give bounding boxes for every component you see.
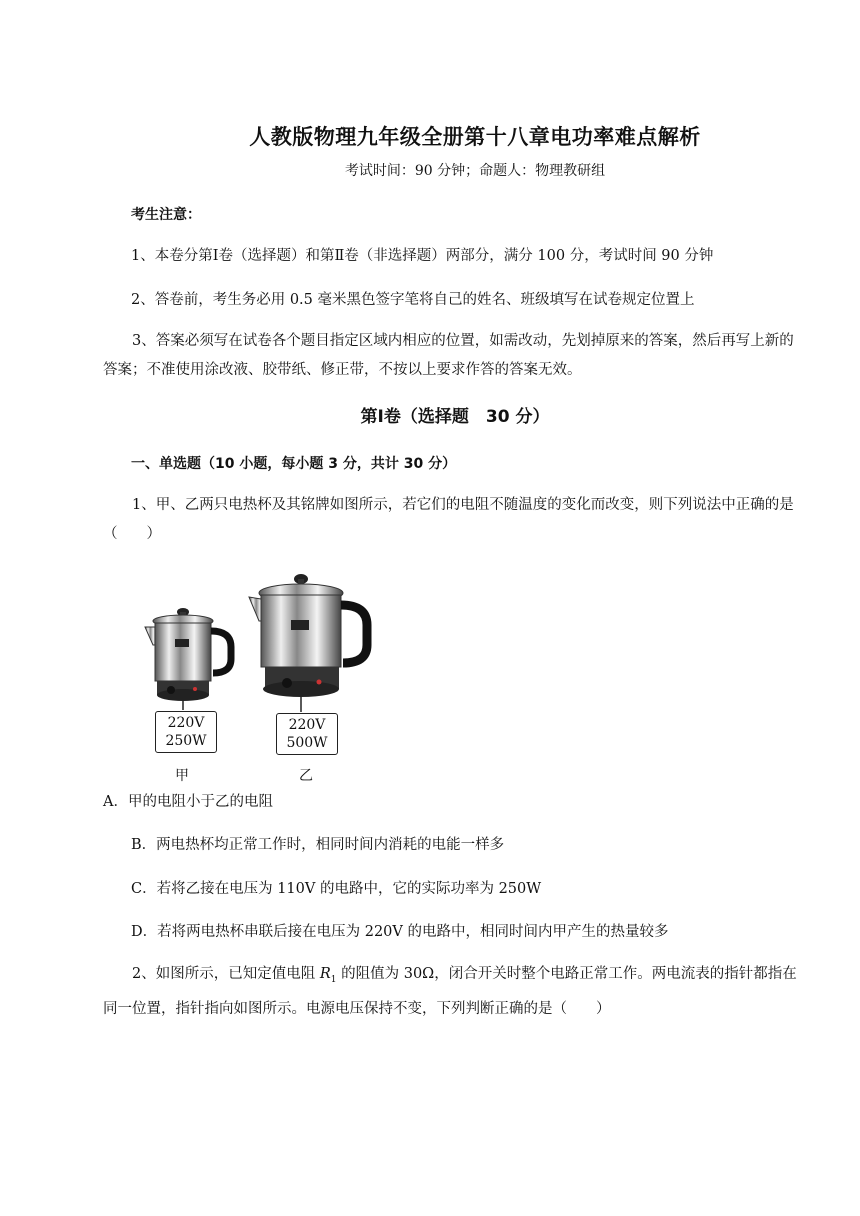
electric-cups-illustration (135, 565, 395, 790)
electric-cups-figure (135, 565, 395, 790)
notice-heading: 考生注意： (131, 207, 201, 223)
resistor-symbol: R (319, 966, 331, 982)
section-title: 第Ⅰ卷（选择题 30 分） (360, 407, 550, 427)
cup-a-nameplate (155, 711, 217, 753)
cup-b-caption: 乙 (299, 768, 313, 784)
cup-b-power: 500W (286, 735, 328, 751)
question-2-text-b: 的阻值为 30Ω，闭合开关时整个电路正常工作。两电流表的指针都指在同一位置，指针指向如图所示。电源电压保持不变，下列判断正确的是（ ） (103, 966, 797, 1017)
option-d: D．若将两电热杯串联后接在电压为 220V 的电路中，相同时间内甲产生的热量较多 (131, 924, 669, 940)
cup-a-caption: 甲 (175, 768, 189, 784)
exam-info: 考试时间：90 分钟；命题人：物理教研组 (344, 163, 606, 179)
part-heading: 一、单选题（10 小题，每小题 3 分，共计 30 分） (131, 456, 457, 472)
cup-a-power: 250W (165, 733, 207, 749)
notice-item-3 (103, 327, 803, 385)
cup-a (145, 608, 231, 710)
page-title: 人教版物理九年级全册第十八章电功率难点解析 (249, 125, 701, 149)
question-2-text-a: 2、如图所示，已知定值电阻 (132, 966, 320, 982)
notice-item-1: 1、本卷分第Ⅰ卷（选择题）和第Ⅱ卷（非选择题）两部分，满分 100 分，考试时间 90 分钟 (131, 248, 714, 264)
cup-a-voltage: 220V (167, 715, 205, 731)
cup-b (249, 574, 367, 712)
notice-item-3-text: 3、答案必须写在试卷各个题目指定区域内相应的位置，如需改动，先划掉原来的答案，然后再写上新的答案；不准使用涂改液、胶带纸、修正带，不按以上要求作答的答案无效。 (103, 333, 794, 378)
question-2-stem (103, 960, 803, 1024)
notice-item-2: 2、答卷前，考生务必用 0.5 毫米黑色签字笔将自己的姓名、班级填写在试卷规定位置上 (131, 292, 695, 308)
cup-b-voltage: 220V (288, 717, 326, 733)
question-1-text: 1、甲、乙两只电热杯及其铭牌如图所示，若它们的电阻不随温度的变化而改变，则下列说法中正确的是（ ） (103, 497, 794, 542)
option-b: B．两电热杯均正常工作时，相同时间内消耗的电能一样多 (131, 837, 505, 853)
option-a: A．甲的电阻小于乙的电阻 (103, 794, 273, 810)
cup-b-nameplate (276, 713, 338, 755)
question-1-stem (103, 491, 803, 549)
option-c: C．若将乙接在电压为 110V 的电路中，它的实际功率为 250W (131, 881, 542, 897)
resistor-subscript: 1 (330, 974, 337, 985)
